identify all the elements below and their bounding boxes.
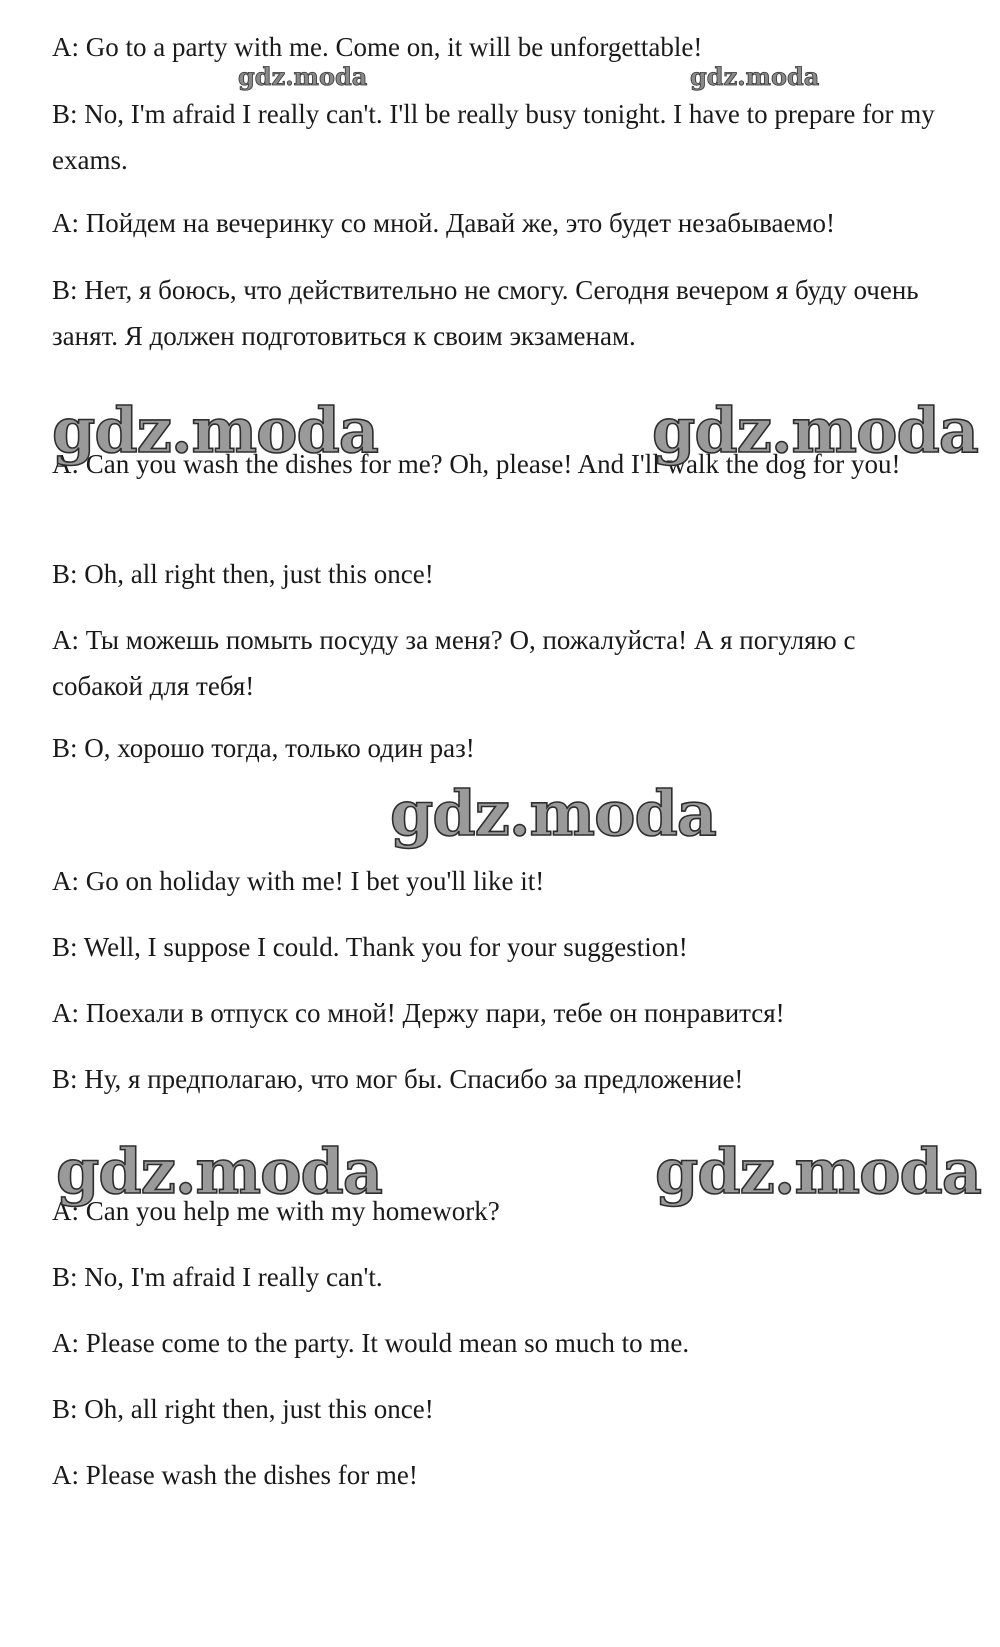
watermark: gdz.moda [56, 1135, 382, 1208]
dialogue-line: A: Go on holiday with me! I bet you'll like it! [52, 866, 545, 896]
dialogue-line: A: Поехали в отпуск со мной! Держу пари, тебе он понравится! [52, 998, 785, 1028]
dialogue-line: B: No, I'm afraid I really can't. I'll be really busy tonight. I have to prepare for my exams. [52, 99, 935, 175]
watermark: gdz.moda [238, 62, 368, 91]
dialogue-line: A: Can you help me with my homework? [52, 1196, 500, 1226]
dialogue-line: A: Can you wash the dishes for me? Oh, please! And I'll walk the dog for you! [52, 449, 901, 479]
dialogue-line: B: No, I'm afraid I really can't. [52, 1262, 383, 1292]
dialogue-line: A: Please come to the party. It would mean so much to me. [52, 1328, 690, 1358]
watermark: gdz.moda [655, 1135, 981, 1208]
dialogue-line: B: Нет, я боюсь, что действительно не смогу. Сегодня вечером я буду очень занят. Я должен подготовиться к своим экзаменам. [52, 275, 919, 351]
dialogue-line: B: Oh, all right then, just this once! [52, 559, 434, 589]
dialogue-line: B: О, хорошо тогда, только один раз! [52, 733, 475, 763]
dialogue-line: B: Ну, я предполагаю, что мог бы. Спасибо за предложение! [52, 1064, 744, 1094]
dialogue-line: A: Please wash the dishes for me! [52, 1460, 418, 1490]
dialogue-line: B: Oh, all right then, just this once! [52, 1394, 434, 1424]
watermark: gdz.moda [652, 394, 978, 467]
watermark: gdz.moda [390, 777, 716, 850]
dialogue-line: A: Пойдем на вечеринку со мной. Давай же, это будет незабываемо! [52, 208, 836, 238]
dialogue-line: B: Well, I suppose I could. Thank you for your suggestion! [52, 932, 688, 962]
watermark: gdz.moda [690, 62, 820, 91]
dialogue-line: A: Go to a party with me. Come on, it will be unforgettable! [52, 32, 703, 62]
watermark: gdz.moda [52, 394, 378, 467]
dialogue-line: A: Ты можешь помыть посуду за меня? О, пожалуйста! А я погуляю с собакой для тебя! [52, 625, 856, 701]
